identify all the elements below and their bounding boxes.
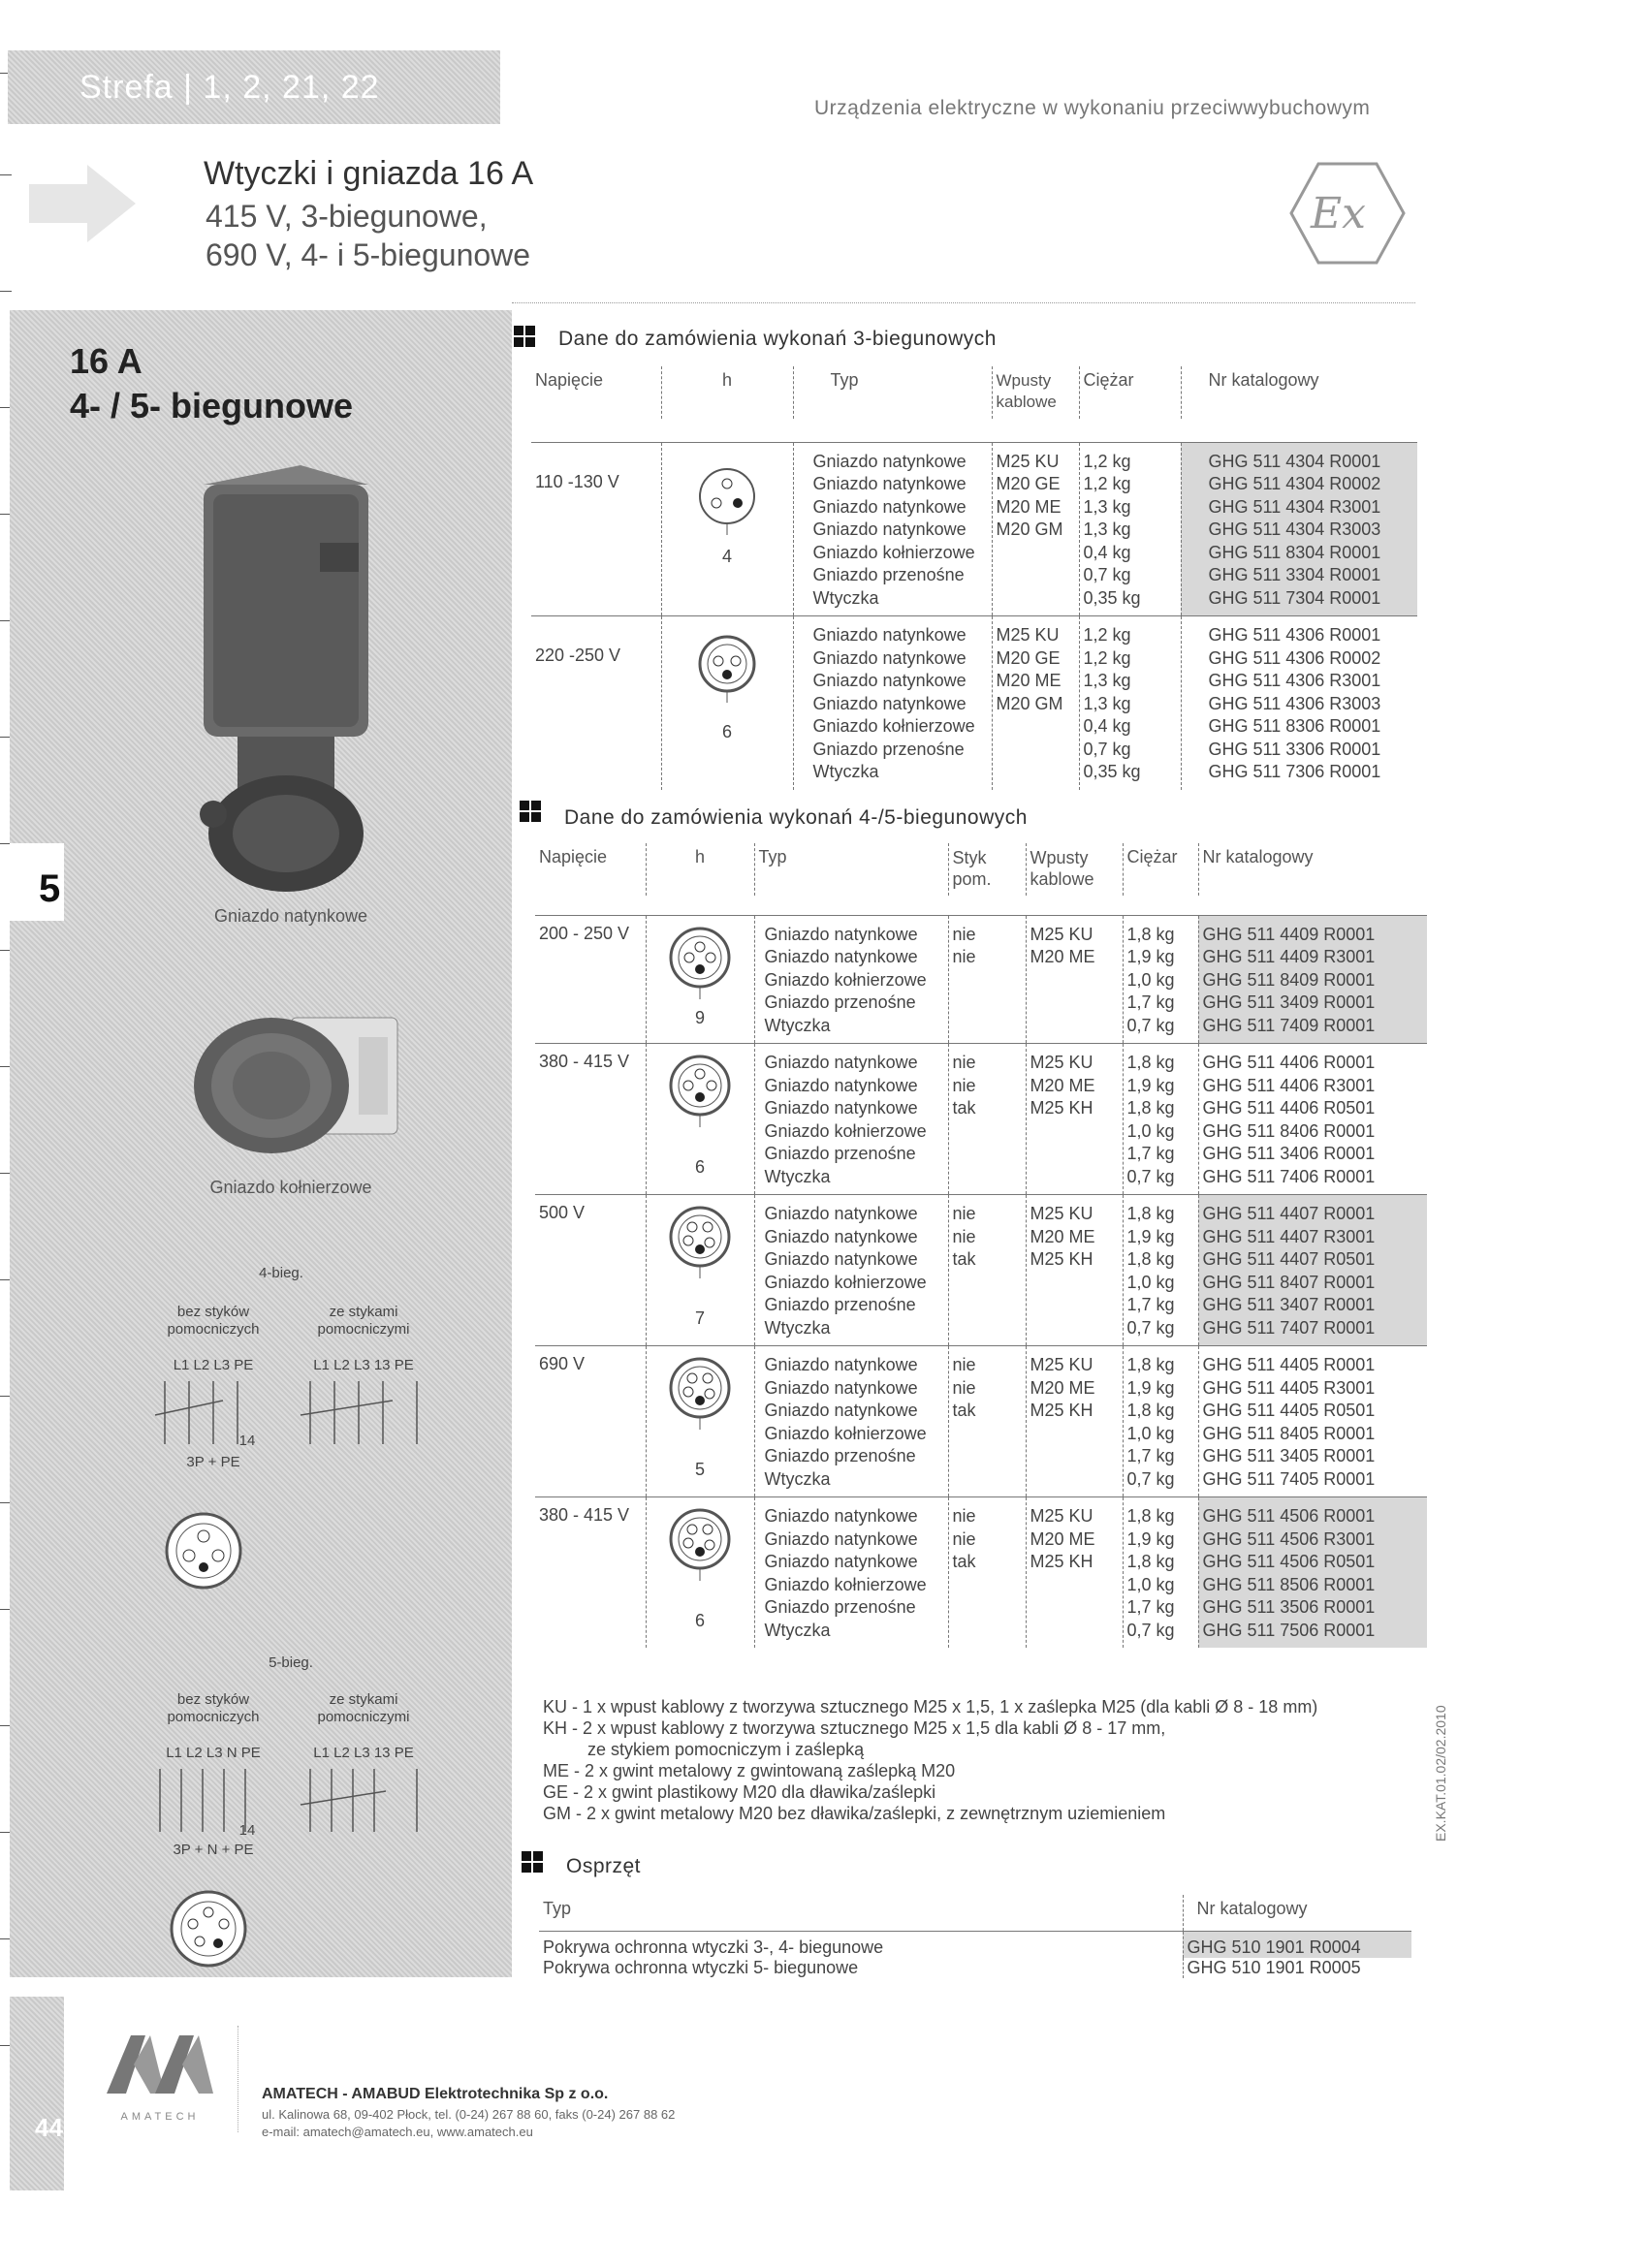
diagram-5-no-aux-label: bez styków pomocniczych [167, 1691, 260, 1725]
th-type: Typ [754, 843, 948, 896]
table-row [535, 1195, 1427, 1346]
page-title: Wtyczki i gniazda 16 A [204, 155, 534, 192]
socket-face-icon [666, 1505, 734, 1583]
th-weight: Ciężar [1123, 843, 1198, 896]
page-subtitle-1: 415 V, 3-biegunowe, [206, 199, 488, 234]
aux-cell: nie nie tak [948, 1497, 1026, 1649]
pin-diagram-cell [646, 1497, 754, 1649]
sidebar-heading-poles: 4- / 5- biegunowe [70, 386, 354, 425]
legend-gm: GM - 2 x gwint metalowy M20 bez dławika/zaślepki, z zewnętrznym uziemieniem [543, 1804, 1166, 1823]
voltage-cell: 380 - 415 V [535, 1497, 646, 1649]
footer-divider [238, 2026, 239, 2132]
diagram-4-pole-label: 4-bieg. [259, 1265, 303, 1281]
zone-label: Strefa | 1, 2, 21, 22 [79, 68, 380, 106]
page-number: 44 [35, 2113, 63, 2142]
th-catalog: Nr katalogowy [1181, 366, 1417, 419]
h-value: 7 [694, 1308, 705, 1328]
legend-ge: GE - 2 x gwint plastikowy M20 dla dławika/zaślepki [543, 1782, 936, 1802]
caption-surface-socket: Gniazdo natynkowe [213, 906, 368, 926]
type-cell: Gniazdo natynkowe Gniazdo natynkowe Gniazdo natynkowe Gniazdo kołnierzowe Gniazdo przenośne Wtyczka [754, 1497, 948, 1649]
th-h: h [646, 843, 754, 896]
diagram-5-pole-wiring [145, 1764, 436, 1842]
accessory-catalog: GHG 510 1901 R0004 [1183, 1932, 1411, 1959]
diagram-5-pole-label: 5-bieg. [269, 1654, 313, 1671]
table-row [535, 1497, 1427, 1649]
diagram-4-no-aux-label: bez styków pomocniczych [167, 1304, 260, 1338]
entries-cell: M25 KU M20 GE M20 ME M20 GM [992, 442, 1079, 616]
legend-ku: KU - 1 x wpust kablowy z tworzywa sztucznego M25 x 1,5, 1 x zaślepka M25 (dla kabli Ø 8 - 18 mm) [543, 1697, 1318, 1717]
catalog-cell: GHG 511 4406 R0001 GHG 511 4406 R3001 GHG 511 4406 R0501 GHG 511 8406 R0001 GHG 511 3406 R0001 GHG 511 7406 R0001 [1198, 1044, 1427, 1195]
catalog-cell: GHG 511 4405 R0001 GHG 511 4405 R3001 GHG 511 4405 R0501 GHG 511 8405 R0001 GHG 511 3405 R0001 GHG 511 7405 R0001 [1198, 1346, 1427, 1497]
voltage-cell: 500 V [535, 1195, 646, 1346]
chapter-number: 5 [39, 867, 61, 910]
aux-cell: nie nie [948, 915, 1026, 1044]
logo-wordmark: AMATECH [120, 2111, 200, 2123]
diagram-5-pins-a: L1 L2 L3 N PE [166, 1745, 261, 1761]
th-catalog: Nr katalogowy [1183, 1895, 1411, 1932]
footer-page-tab [10, 1997, 64, 2190]
h-value: 4 [721, 546, 732, 566]
company-name: AMATECH - AMABUD Elektrotechnika Sp z o.o. [262, 2086, 609, 2102]
zone-banner [8, 50, 500, 124]
weight-cell: 1,8 kg 1,9 kg 1,0 kg 1,7 kg 0,7 kg [1123, 915, 1198, 1044]
diagram-4-pole-face-icon [160, 1507, 247, 1594]
sidebar-heading-current: 16 A [70, 341, 143, 381]
legend-me: ME - 2 x gwint metalowy z gwintowaną zaślepką M20 [543, 1761, 956, 1780]
h-value: 6 [694, 1157, 705, 1177]
table-row [535, 915, 1427, 1044]
type-cell: Gniazdo natynkowe Gniazdo natynkowe Gniazdo natynkowe Gniazdo kołnierzowe Gniazdo przenośne Wtyczka [754, 1044, 948, 1195]
tagline: Urządzenia elektryczne w wykonaniu przeciwwybuchowym [814, 97, 1371, 119]
diagram-5-configuration: 3P + N + PE [173, 1842, 254, 1858]
section-accessories-title: Osprzęt [566, 1855, 642, 1877]
th-weight: Ciężar [1079, 366, 1181, 419]
entries-cell: M25 KU M20 ME [1026, 915, 1123, 1044]
voltage-cell: 690 V [535, 1346, 646, 1497]
section-4-5-pole-bullet-icon [520, 801, 541, 822]
socket-3-pole-face-icon [693, 462, 761, 540]
catalog-cell: GHG 511 4407 R0001 GHG 511 4407 R3001 GHG 511 4407 R0501 GHG 511 8407 R0001 GHG 511 3407 R0001 GHG 511 7407 R0001 [1198, 1195, 1427, 1346]
type-cell: Gniazdo natynkowe Gniazdo natynkowe Gniazdo kołnierzowe Gniazdo przenośne Wtyczka [754, 915, 948, 1044]
amatech-logo-icon [97, 2026, 223, 2103]
table-accessories [539, 1895, 1411, 1978]
h-value: 9 [694, 1007, 705, 1027]
th-type: Typ [543, 1899, 572, 1918]
voltage-cell: 380 - 415 V [535, 1044, 646, 1195]
diagram-4-pins-a: L1 L2 L3 PE [173, 1357, 254, 1373]
table-row [539, 1958, 1411, 1978]
table-row [535, 1346, 1427, 1497]
company-contact: e-mail: amatech@amatech.eu, www.amatech.eu [262, 2125, 533, 2139]
voltage-cell: 200 - 250 V [535, 915, 646, 1044]
entries-cell: M25 KU M20 ME M25 KH [1026, 1497, 1123, 1649]
entries-cell: M25 KU M20 ME M25 KH [1026, 1346, 1123, 1497]
th-h: h [661, 366, 793, 419]
pin-diagram-cell [646, 915, 754, 1044]
entries-cell: M25 KU M20 GE M20 ME M20 GM [992, 616, 1079, 790]
catalog-cell: GHG 511 4306 R0001 GHG 511 4306 R0002 GHG 511 4306 R3001 GHG 511 4306 R3003 GHG 511 8306 R0001 GHG 511 3306 R0001 GHG 511 7306 R0001 [1181, 616, 1417, 790]
th-cable-entries: Wpusty kablowe [1026, 843, 1123, 896]
pin-diagram-cell [646, 1346, 754, 1497]
diagram-4-aux-label: ze stykami pomocniczymi [317, 1304, 410, 1338]
th-catalog: Nr katalogowy [1198, 843, 1427, 896]
diagram-4-pins-b: L1 L2 L3 13 PE [313, 1357, 414, 1373]
diagram-5-pole-face-icon [165, 1885, 252, 1972]
weight-cell: 1,8 kg 1,9 kg 1,8 kg 1,0 kg 1,7 kg 0,7 kg [1123, 1346, 1198, 1497]
type-cell: Gniazdo natynkowe Gniazdo natynkowe Gniazdo natynkowe Gniazdo natynkowe Gniazdo kołnierzowe Gniazdo przenośne Wtyczka [793, 616, 992, 790]
th-aux-contact: Styk pom. [948, 843, 1026, 896]
catalog-cell: GHG 511 4304 R0001 GHG 511 4304 R0002 GHG 511 4304 R3001 GHG 511 4304 R3003 GHG 511 8304 R0001 GHG 511 3304 R0001 GHG 511 7304 R0001 [1181, 442, 1417, 616]
th-voltage: Napięcie [539, 847, 608, 866]
table-row [535, 1044, 1427, 1195]
weight-cell: 1,8 kg 1,9 kg 1,8 kg 1,0 kg 1,7 kg 0,7 kg [1123, 1497, 1198, 1649]
socket-face-icon [666, 1354, 734, 1432]
th-cable-entries: Wpusty kablowe [992, 366, 1079, 419]
accessory-catalog: GHG 510 1901 R0005 [1183, 1958, 1411, 1978]
diagram-4-pole-wiring [145, 1376, 436, 1454]
socket-face-icon [666, 924, 734, 1001]
entries-cell: M25 KU M20 ME M25 KH [1026, 1195, 1123, 1346]
type-cell: Gniazdo natynkowe Gniazdo natynkowe Gniazdo natynkowe Gniazdo kołnierzowe Gniazdo przenośne Wtyczka [754, 1195, 948, 1346]
legend [543, 1696, 1317, 1824]
entries-cell: M25 KU M20 ME M25 KH [1026, 1044, 1123, 1195]
th-type: Typ [793, 366, 992, 419]
h-value: 6 [694, 1611, 705, 1630]
aux-cell: nie nie tak [948, 1044, 1026, 1195]
section-accessories-bullet-icon [522, 1851, 543, 1873]
legend-kh: KH - 2 x wpust kablowy z tworzywa sztucznego M25 x 1,5 dla kabli Ø 8 - 17 mm, [543, 1718, 1166, 1738]
table-row [531, 442, 1417, 616]
document-code: EX.KAT.01.02/02.2010 [1433, 1705, 1448, 1842]
diagram-5-pin14: 14 [238, 1822, 256, 1839]
section-3-pole-bullet-icon [514, 326, 535, 347]
pin-diagram-cell [661, 442, 793, 616]
diagram-5-pins-b: L1 L2 L3 13 PE [313, 1745, 414, 1761]
page-subtitle-2: 690 V, 4- i 5-biegunowe [206, 237, 531, 272]
h-value: 6 [721, 722, 732, 741]
legend-kh-cont: ze stykiem pomocniczym i zaślepką [587, 1740, 865, 1759]
type-cell: Gniazdo natynkowe Gniazdo natynkowe Gniazdo natynkowe Gniazdo natynkowe Gniazdo kołnierzowe Gniazdo przenośne Wtyczka [793, 442, 992, 616]
catalog-cell: GHG 511 4506 R0001 GHG 511 4506 R3001 GHG 511 4506 R0501 GHG 511 8506 R0001 GHG 511 3506 R0001 GHG 511 7506 R0001 [1198, 1497, 1427, 1649]
table-4-5-pole [535, 843, 1427, 1648]
voltage-cell: 220 -250 V [531, 616, 661, 790]
diagram-5-aux-label: ze stykami pomocniczymi [317, 1691, 410, 1725]
accessory-type: Pokrywa ochronna wtyczki 5- biegunowe [543, 1958, 859, 1977]
type-cell: Gniazdo natynkowe Gniazdo natynkowe Gniazdo natynkowe Gniazdo kołnierzowe Gniazdo przenośne Wtyczka [754, 1346, 948, 1497]
arrow-icon [29, 165, 136, 242]
company-address: ul. Kalinowa 68, 09-402 Płock, tel. (0-24) 267 88 60, faks (0-24) 267 88 62 [262, 2107, 676, 2122]
section-4-5-pole-title: Dane do zamówienia wykonań 4-/5-biegunowych [564, 806, 1028, 829]
table-row [531, 616, 1417, 790]
caption-flange-socket: Gniazdo kołnierzowe [209, 1178, 372, 1197]
diagram-4-pin14: 14 [238, 1433, 256, 1449]
pin-diagram-cell [661, 616, 793, 790]
table-row [539, 1932, 1411, 1959]
header-divider [512, 302, 1415, 303]
weight-cell: 1,2 kg 1,2 kg 1,3 kg 1,3 kg 0,4 kg 0,7 kg 0,35 kg [1079, 442, 1181, 616]
socket-face-icon [666, 1052, 734, 1129]
diagram-4-configuration: 3P + PE [186, 1454, 240, 1470]
weight-cell: 1,2 kg 1,2 kg 1,3 kg 1,3 kg 0,4 kg 0,7 kg 0,35 kg [1079, 616, 1181, 790]
accessory-type: Pokrywa ochronna wtyczki 3-, 4- biegunowe [543, 1937, 884, 1957]
th-voltage: Napięcie [535, 370, 604, 390]
socket-3-pole-face-icon [693, 630, 761, 708]
weight-cell: 1,8 kg 1,9 kg 1,8 kg 1,0 kg 1,7 kg 0,7 kg [1123, 1044, 1198, 1195]
flange-socket-image [165, 998, 417, 1163]
aux-cell: nie nie tak [948, 1346, 1026, 1497]
voltage-cell: 110 -130 V [531, 442, 661, 616]
socket-face-icon [666, 1203, 734, 1280]
pin-diagram-cell [646, 1195, 754, 1346]
table-4-5-pole-header [535, 843, 1427, 896]
ex-mark-text: Ex [1311, 189, 1366, 238]
aux-cell: nie nie tak [948, 1195, 1026, 1346]
surface-socket-image [174, 465, 397, 892]
h-value: 5 [694, 1460, 705, 1479]
table-3-pole-header [531, 366, 1417, 419]
table-3-pole [531, 366, 1417, 790]
weight-cell: 1,8 kg 1,9 kg 1,8 kg 1,0 kg 1,7 kg 0,7 kg [1123, 1195, 1198, 1346]
section-3-pole-title: Dane do zamówienia wykonań 3-biegunowych [558, 328, 997, 350]
catalog-cell: GHG 511 4409 R0001 GHG 511 4409 R3001 GHG 511 8409 R0001 GHG 511 3409 R0001 GHG 511 7409 R0001 [1198, 915, 1427, 1044]
pin-diagram-cell [646, 1044, 754, 1195]
